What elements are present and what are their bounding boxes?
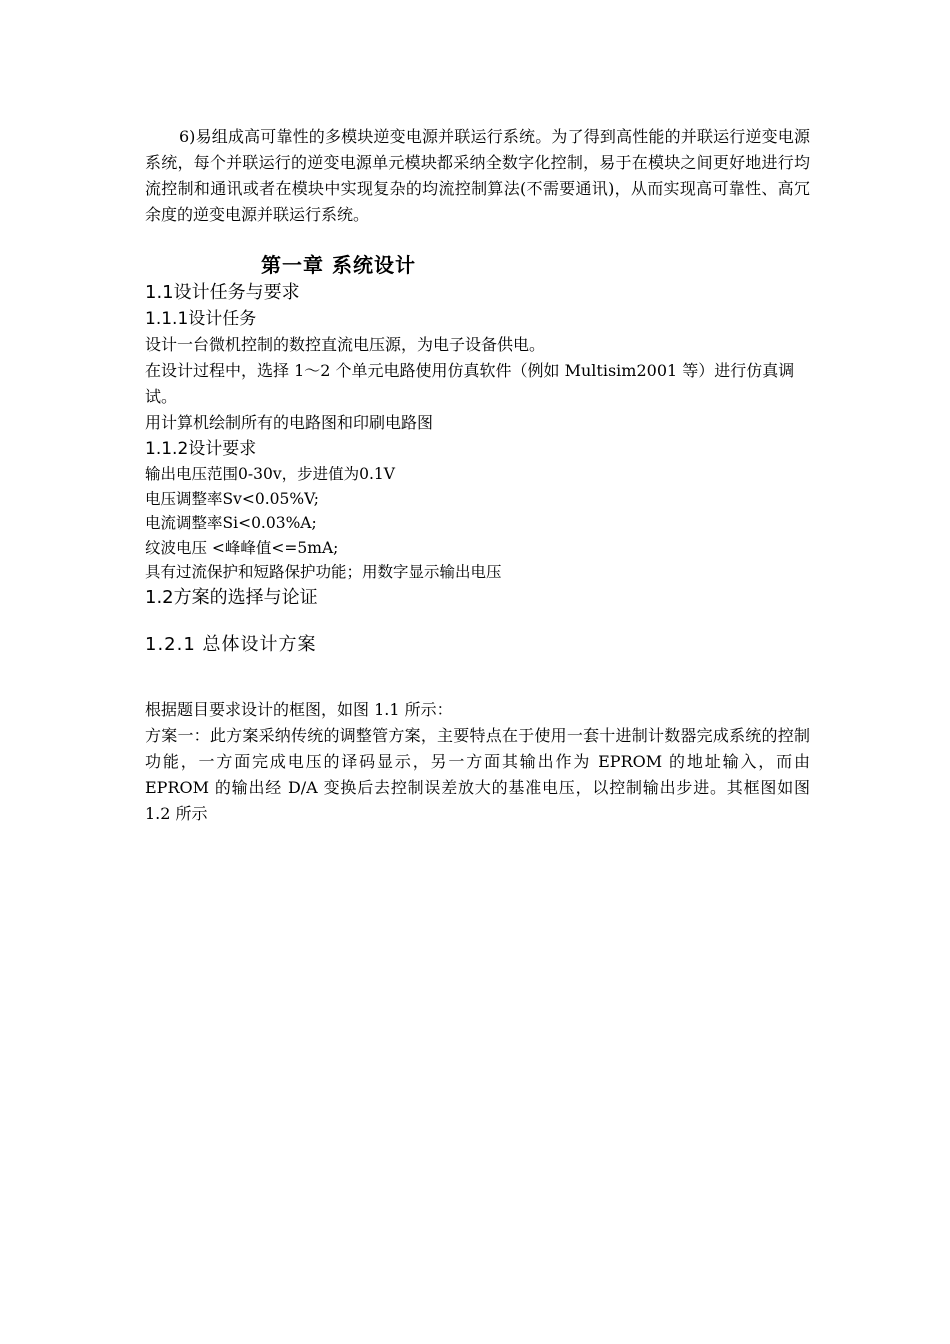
requirement-line: 输出电压范围0-30v，步进值为0.1V (145, 465, 395, 483)
task-line: 在设计过程中，选择 1～2 个单元电路使用仿真软件（例如 Multisim2001 等）进行仿真调试。 (145, 361, 795, 406)
section-heading-1-1-1: 1.1.1设计任务 (145, 309, 257, 329)
chapter-title: 第一章 系统设计 (261, 253, 416, 277)
block-diagram-intro: 根据题目要求设计的框图，如图 1.1 所示： (145, 699, 453, 719)
section-heading-1-2-1: 1.2.1 总体设计方案 (145, 633, 317, 655)
task-line: 用计算机绘制所有的电路图和印刷电路图 (145, 413, 434, 432)
spacer (145, 659, 810, 697)
requirement-line: 具有过流保护和短路保护功能；用数字显示输出电压 (145, 563, 502, 581)
section-heading-1-1-2: 1.1.2设计要求 (145, 439, 257, 459)
section-heading-1-1: 1.1设计任务与要求 (145, 282, 300, 303)
intro-paragraph: 6)易组成高可靠性的多模块逆变电源并联运行系统。为了得到高性能的并联运行逆变电源系统，每个并联运行的逆变电源单元模块都采纳全数字化控制，易于在模块之间更好地进行均流控制和通讯或者在模块中实现复杂的均流控制算法(不需要通讯)，从而实现高可靠性、高冗余度的逆变电源并联运行系统。 (145, 127, 810, 224)
page-content (145, 124, 810, 827)
requirement-line: 纹波电压 <峰峰值<=5mA; (145, 538, 339, 557)
scheme-one-paragraph: 方案一：此方案采纳传统的调整管方案，主要特点在于使用一套十进制计数器完成系统的控制功能，一方面完成电压的译码显示，另一方面其输出作为 EPROM 的地址输入，而由 EPROM 的输出经 D/A 变换后去控制误差放大的基准电压，以控制输出步进。其框图如图 1.2 所示 (145, 725, 810, 823)
section-heading-1-2: 1.2方案的选择与论证 (145, 586, 318, 608)
requirement-line: 电流调整率Si<0.03%A; (145, 514, 317, 532)
task-line: 设计一台微机控制的数控直流电压源，为电子设备供电。 (145, 335, 546, 354)
requirement-line: 电压调整率Sv<0.05%V; (145, 489, 319, 508)
